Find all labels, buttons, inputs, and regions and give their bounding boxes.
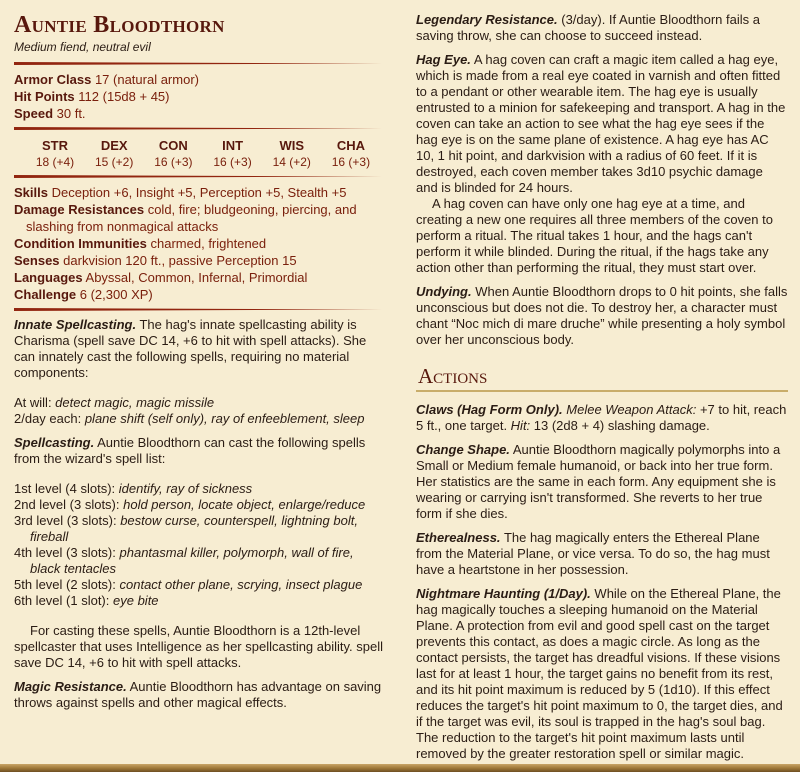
ability-wis: WIS 14 (+2) bbox=[272, 138, 311, 169]
senses: Senses darkvision 120 ft., passive Perception 15 bbox=[14, 253, 297, 268]
ability-int: INT 16 (+3) bbox=[213, 138, 252, 169]
ability-cha: CHA 16 (+3) bbox=[331, 138, 371, 169]
damage-resistances: Damage Resistances cold, fire; bludgeoning, piercing, and slashing from nonmagical attacks bbox=[14, 202, 357, 234]
armor-class: Armor Class 17 (natural armor) bbox=[14, 72, 199, 87]
spellcasting: Spellcasting. Auntie Bloodthorn can cast the following spells from the wizard's spell list: bbox=[14, 435, 366, 466]
claws-action: Claws (Hag Form Only). Melee Weapon Attack: +7 to hit, reach 5 ft., one target. Hit: 13 (2d8 + 4) slashing damage. bbox=[416, 402, 787, 433]
innate-atwill: At will: detect magic, magic missile bbox=[14, 395, 215, 410]
ability-dex: DEX 15 (+2) bbox=[95, 138, 134, 169]
spell-level: 1st level (4 slots): identify, ray of sickness bbox=[14, 481, 253, 496]
divider bbox=[14, 127, 386, 130]
etherealness-action: Etherealness. The hag magically enters the Ethereal Plane from the Material Plane, or vice versa. To do so, the hag must have a heartstone in her possession. bbox=[416, 530, 770, 577]
spell-level: 3rd level (3 slots): bestow curse, counterspell, lightning bolt, fireball bbox=[14, 513, 358, 544]
divider bbox=[14, 62, 386, 65]
spellcasting-note: For casting these spells, Auntie Bloodthorn is a 12th-level spellcaster that uses Intelligence as her spellcasting ability. spell save DC 14, +6 to hit with spell attacks. bbox=[14, 623, 384, 670]
speed: Speed 30 ft. bbox=[14, 106, 86, 121]
properties-block bbox=[14, 184, 386, 303]
spell-level: 2nd level (3 slots): hold person, locate object, enlarge/reduce bbox=[14, 497, 366, 512]
innate-daily: 2/day each: plane shift (self only), ray of enfeeblement, sleep bbox=[14, 411, 365, 426]
hit-points: Hit Points 112 (15d8 + 45) bbox=[14, 89, 170, 104]
spell-level: 6th level (1 slot): eye bite bbox=[14, 593, 159, 608]
challenge: Challenge 6 (2,300 XP) bbox=[14, 287, 153, 302]
spell-level: 5th level (2 slots): contact other plane, scrying, insect plague bbox=[14, 577, 363, 592]
spell-level: 4th level (3 slots): phantasmal killer, polymorph, wall of fire, black tentacles bbox=[14, 545, 354, 576]
actions-rule bbox=[416, 390, 788, 392]
ability-scores bbox=[14, 136, 386, 170]
monster-meta: Medium fiend, neutral evil bbox=[14, 40, 151, 54]
change-shape-action: Change Shape. Auntie Bloodthorn magically polymorphs into a Small or Medium female humanoid, or back into her true form. Her statistics are the same in each form. Any equipment she is wearing or carrying isn't transformed. She reverts to her true form if she dies. bbox=[416, 442, 781, 521]
legendary-resistance: Legendary Resistance. (3/day). If Auntie Bloodthorn fails a saving throw, she can choose to succeed instead. bbox=[416, 12, 760, 43]
ability-con: CON 16 (+3) bbox=[154, 138, 193, 169]
right-column bbox=[416, 0, 788, 770]
innate-spellcasting: Innate Spellcasting. The hag's innate spellcasting ability is Charisma (spell save DC 14, +6 to hit with spell attacks). She can innately cast the following spells, requiring no material components: bbox=[14, 317, 367, 380]
magic-resistance: Magic Resistance. Auntie Bloodthorn has advantage on saving throws against spells and other magical effects. bbox=[14, 679, 382, 710]
defense-block bbox=[14, 71, 386, 122]
condition-immunities: Condition Immunities charmed, frightened bbox=[14, 236, 267, 251]
languages: Languages Abyssal, Common, Infernal, Primordial bbox=[14, 270, 308, 285]
spell-slots-list bbox=[14, 481, 386, 609]
divider bbox=[14, 175, 386, 178]
left-column bbox=[14, 0, 386, 719]
undying: Undying. When Auntie Bloodthorn drops to 0 hit points, she falls unconscious but does not die. To destroy her, a character must chant “Noc mich di mare druche” while presenting a holy symbol over her unconscious body. bbox=[416, 284, 788, 347]
skills: Skills Deception +6, Insight +5, Perception +5, Stealth +5 bbox=[14, 185, 347, 200]
hag-eye: Hag Eye. A hag coven can craft a magic item called a hag eye, which is made from a real eye coated in varnish and often fitted to a pendant or other wearable item. The hag eye is usually entrusted to a minion for safekeeping and transport. A hag in the coven can take an action to see what the hag eye sees if the hag eye is on the same plane of existence. A hag eye has AC 10, 1 hit point, and darkvision with a radius of 60 feet. If it is destroyed, each coven member takes 3d10 psychic damage and is blinded for 24 hours. bbox=[416, 52, 786, 195]
ability-str: STR 18 (+4) bbox=[35, 138, 75, 169]
divider bbox=[14, 308, 386, 311]
actions-heading: Actions bbox=[418, 364, 488, 388]
page-bottom-border bbox=[0, 764, 800, 772]
nightmare-haunting-action: Nightmare Haunting (1/Day). While on the Ethereal Plane, the hag magically touches a sleeping humanoid on the Material Plane. A protection from evil and good spell cast on the target prevents this contact, as does a magic circle. As long as the contact persists, the target has dreadful visions. If these visions last for at least 1 hour, the target gains no benefit from its rest, and its hit point maximum is reduced by 5 (1d10). If this effect reduces the target's hit point maximum to 0, the target dies, and if the target was evil, its soul is trapped in the hag's soul bag. The reduction to the target's hit point maximum lasts until removed by the greater restoration spell or similar magic. bbox=[416, 586, 783, 761]
monster-name: Auntie Bloodthorn bbox=[14, 12, 225, 38]
hag-eye-ritual: A hag coven can have only one hag eye at a time, and creating a new one requires all three members of the coven to perform a ritual. The ritual takes 1 hour, and the hags can't perform it while blinded. During the ritual, if the hags take any action other than performing the ritual, they must start over. bbox=[416, 196, 773, 275]
